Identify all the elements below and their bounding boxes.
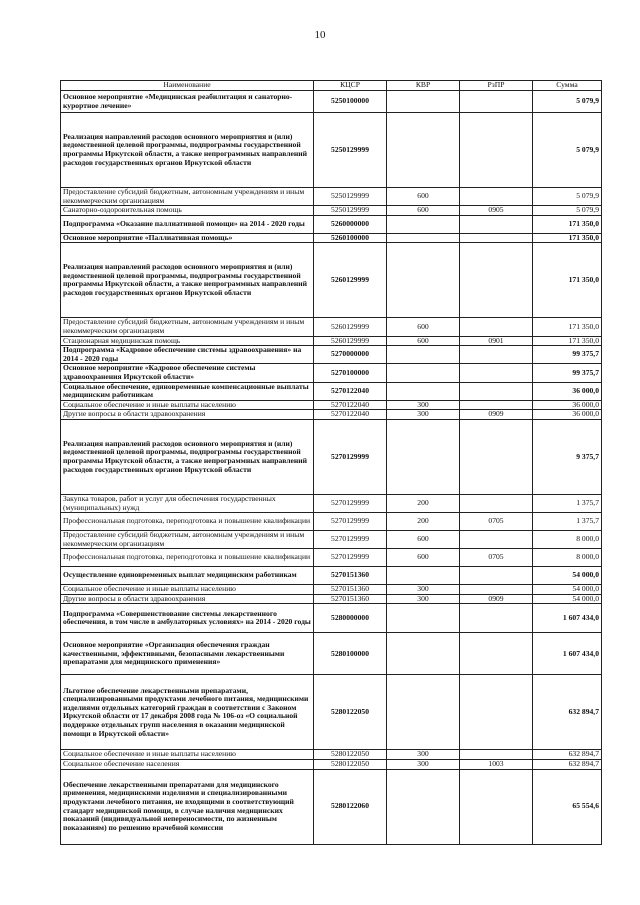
row-rzpr [460,346,533,364]
row-kcsr: 5250100000 [314,91,387,113]
table-row [61,594,602,604]
row-kvr [387,243,460,318]
row-sum: 171 350,0 [533,233,602,243]
row-kvr [387,346,460,364]
row-sum: 171 350,0 [533,318,602,336]
row-name: Стационарная медицинская помощь [61,336,314,346]
row-name: Предоставление субсидий бюджетным, автономным учреждениям и иным некоммерческим организациям [61,531,314,549]
row-rzpr [460,400,533,410]
row-name: Осуществление единовременных выплат медицинским работникам [61,567,314,585]
table-row [61,410,602,420]
table-row [61,604,602,633]
row-kcsr: 5270129999 [314,549,387,567]
table-row [61,318,602,336]
row-kvr [387,633,460,675]
table-row [61,531,602,549]
row-rzpr [460,215,533,233]
row-kvr: 600 [387,549,460,567]
row-rzpr [460,604,533,633]
row-kcsr: 5250129999 [314,113,387,188]
row-kvr [387,233,460,243]
row-name: Реализация направлений расходов основного мероприятия и (или) ведомственной целевой программы, подпрограммы государственной программы Иркутской области, а также непрограммных направлений расходов государственных органов Иркутской области [61,419,314,494]
row-rzpr [460,494,533,512]
row-sum: 171 350,0 [533,215,602,233]
table-row [61,513,602,531]
header-name: Наименование [61,81,314,91]
row-rzpr [460,585,533,595]
row-rzpr [460,188,533,206]
row-rzpr: 1003 [460,760,533,770]
row-kvr: 300 [387,760,460,770]
row-name: Социальное обеспечение и иные выплаты населению [61,585,314,595]
row-name: Санаторно-оздоровительная помощь [61,206,314,216]
table-row [61,336,602,346]
row-sum: 8 000,0 [533,549,602,567]
row-sum: 99 375,7 [533,364,602,382]
row-kvr: 600 [387,188,460,206]
row-kvr: 300 [387,594,460,604]
row-sum: 65 554,6 [533,769,602,844]
row-kvr [387,382,460,400]
row-kvr: 200 [387,513,460,531]
header-sum: Сумма [533,81,602,91]
row-kvr: 600 [387,336,460,346]
row-sum: 54 000,0 [533,594,602,604]
table-row [61,382,602,400]
row-kcsr: 5250129999 [314,206,387,216]
table-row [61,400,602,410]
table-row [61,188,602,206]
row-sum: 171 350,0 [533,336,602,346]
row-kcsr: 5280000000 [314,604,387,633]
row-kcsr: 5270129999 [314,513,387,531]
table-row [61,494,602,512]
row-sum: 5 079,9 [533,188,602,206]
row-name: Предоставление субсидий бюджетным, автономным учреждениям и иным некоммерческим организациям [61,188,314,206]
row-kcsr: 5260100000 [314,233,387,243]
row-rzpr [460,675,533,750]
row-kvr [387,769,460,844]
row-kcsr: 5260129999 [314,318,387,336]
row-rzpr [460,750,533,760]
table-row [61,633,602,675]
table-row [61,346,602,364]
row-kvr [387,675,460,750]
row-kvr: 300 [387,400,460,410]
row-kvr [387,113,460,188]
row-kcsr: 5270122040 [314,410,387,420]
table-row [61,215,602,233]
row-name: Обеспечение лекарственными препаратами для медицинского применения, медицинскими изделиями и специализированными продуктами лечебного питания, не входящими в соответствующий стандарт медицинской помощи, в случае наличия медицинских показаний (индивидуальной непереносимости, по жизненным показаниям) по решению врачебной комиссии [61,769,314,844]
page-number: 10 [314,29,326,41]
row-rzpr: 0901 [460,336,533,346]
row-name: Основное мероприятие «Организация обеспечения граждан качественными, эффективными, безопасными лекарственными препаратами для медицинского применения» [61,633,314,675]
row-rzpr [460,633,533,675]
row-rzpr: 0705 [460,549,533,567]
row-kcsr: 5280122050 [314,760,387,770]
table-row [61,243,602,318]
row-rzpr: 0905 [460,206,533,216]
table-row [61,233,602,243]
row-sum: 36 000,0 [533,382,602,400]
row-sum: 8 000,0 [533,531,602,549]
row-rzpr [460,769,533,844]
row-sum: 1 607 434,0 [533,604,602,633]
table-row [61,206,602,216]
row-kcsr: 5270151360 [314,567,387,585]
header-kvr: КВР [387,81,460,91]
row-kcsr: 5270122040 [314,400,387,410]
row-kvr: 300 [387,750,460,760]
row-kvr [387,364,460,382]
row-name: Другие вопросы в области здравоохранения [61,594,314,604]
row-kcsr: 5270129999 [314,531,387,549]
row-name: Реализация направлений расходов основного мероприятия и (или) ведомственной целевой программы, подпрограммы государственной программы Иркутской области, а также непрограммных направлений расходов государственных органов Иркутской области [61,113,314,188]
row-kvr [387,419,460,494]
row-sum: 54 000,0 [533,567,602,585]
row-kcsr: 5280122050 [314,675,387,750]
row-name: Подпрограмма «Кадровое обеспечение системы здравоохранения» на 2014 - 2020 годы [61,346,314,364]
table-row [61,419,602,494]
row-rzpr [460,382,533,400]
row-sum: 5 079,9 [533,91,602,113]
row-rzpr: 0909 [460,594,533,604]
row-sum: 36 000,0 [533,410,602,420]
row-name: Другие вопросы в области здравоохранения [61,410,314,420]
row-name: Профессиональная подготовка, переподготовка и повышение квалификации [61,513,314,531]
row-name: Льготное обеспечение лекарственными препаратами, специализированными продуктами лечебного питания, медицинскими изделиями отдельных категорий граждан в соответствии с Законом Иркутской области от 17 декабря 2008 года № 106-оз «О социальной поддержке отдельных групп населения в оказании медицинской помощи в Иркутской области» [61,675,314,750]
row-kvr: 600 [387,206,460,216]
table-row [61,113,602,188]
row-sum: 5 079,9 [533,113,602,188]
row-sum: 1 375,7 [533,513,602,531]
table-row [61,585,602,595]
table-row [61,91,602,113]
row-sum: 171 350,0 [533,243,602,318]
row-kcsr: 5280100000 [314,633,387,675]
row-sum: 99 375,7 [533,346,602,364]
table-header-row [61,81,602,91]
row-kvr [387,604,460,633]
budget-table [60,80,602,845]
row-kcsr: 5280122050 [314,750,387,760]
row-sum: 632 894,7 [533,750,602,760]
row-kvr [387,567,460,585]
row-name: Социальное обеспечение и иные выплаты населению [61,750,314,760]
header-rzpr: РзПР [460,81,533,91]
table-row [61,760,602,770]
row-kcsr: 5270129999 [314,419,387,494]
row-sum: 632 894,7 [533,675,602,750]
row-kcsr: 5270151360 [314,585,387,595]
row-rzpr: 0909 [460,410,533,420]
row-sum: 36 000,0 [533,400,602,410]
row-kcsr: 5270122040 [314,382,387,400]
row-kcsr: 5260000000 [314,215,387,233]
row-rzpr [460,91,533,113]
row-rzpr [460,531,533,549]
row-name: Подпрограмма «Оказание паллиативной помощи» на 2014 - 2020 годы [61,215,314,233]
table-row [61,750,602,760]
row-sum: 54 000,0 [533,585,602,595]
row-sum: 9 375,7 [533,419,602,494]
row-name: Закупка товаров, работ и услуг для обеспечения государственных (муниципальных) нужд [61,494,314,512]
row-name: Социальное обеспечение, единовременные компенсационные выплаты медицинским работникам [61,382,314,400]
row-kvr [387,215,460,233]
table-row [61,364,602,382]
row-kcsr: 5260129999 [314,243,387,318]
row-name: Основное мероприятие «Паллиативная помощь» [61,233,314,243]
row-kvr [387,91,460,113]
row-rzpr: 0705 [460,513,533,531]
row-name: Предоставление субсидий бюджетным, автономным учреждениям и иным некоммерческим организациям [61,318,314,336]
row-kcsr: 5270000000 [314,346,387,364]
row-kvr: 600 [387,318,460,336]
row-name: Реализация направлений расходов основного мероприятия и (или) ведомственной целевой программы, подпрограммы государственной программы Иркутской области, а также непрограммных направлений расходов государственных органов Иркутской области [61,243,314,318]
row-kcsr: 5280122060 [314,769,387,844]
row-kcsr: 5270151360 [314,594,387,604]
row-name: Социальное обеспечение и иные выплаты населению [61,400,314,410]
row-rzpr [460,364,533,382]
row-rzpr [460,318,533,336]
row-rzpr [460,567,533,585]
row-kvr: 200 [387,494,460,512]
row-rzpr [460,243,533,318]
row-sum: 1 375,7 [533,494,602,512]
row-name: Профессиональная подготовка, переподготовка и повышение квалификации [61,549,314,567]
row-rzpr [460,233,533,243]
row-name: Социальное обеспечение населения [61,760,314,770]
header-kcsr: КЦСР [314,81,387,91]
row-kcsr: 5260129999 [314,336,387,346]
row-kcsr: 5270129999 [314,494,387,512]
row-name: Основное мероприятие «Медицинская реабилитация и санаторно-курортное лечение» [61,91,314,113]
row-kcsr: 5250129999 [314,188,387,206]
row-kvr: 300 [387,410,460,420]
row-sum: 5 079,9 [533,206,602,216]
table-row [61,675,602,750]
row-sum: 1 607 434,0 [533,633,602,675]
row-kvr: 600 [387,531,460,549]
table-row [61,549,602,567]
row-name: Подпрограмма «Совершенствование системы лекарственного обеспечения, в том числе в амбулаторных условиях» на 2014 - 2020 годы [61,604,314,633]
row-name: Основное мероприятие «Кадровое обеспечение системы здравоохранения Иркутской области» [61,364,314,382]
row-kvr: 300 [387,585,460,595]
row-kcsr: 5270100000 [314,364,387,382]
row-rzpr [460,113,533,188]
table-row [61,769,602,844]
table-row [61,567,602,585]
row-rzpr [460,419,533,494]
row-sum: 632 894,7 [533,760,602,770]
